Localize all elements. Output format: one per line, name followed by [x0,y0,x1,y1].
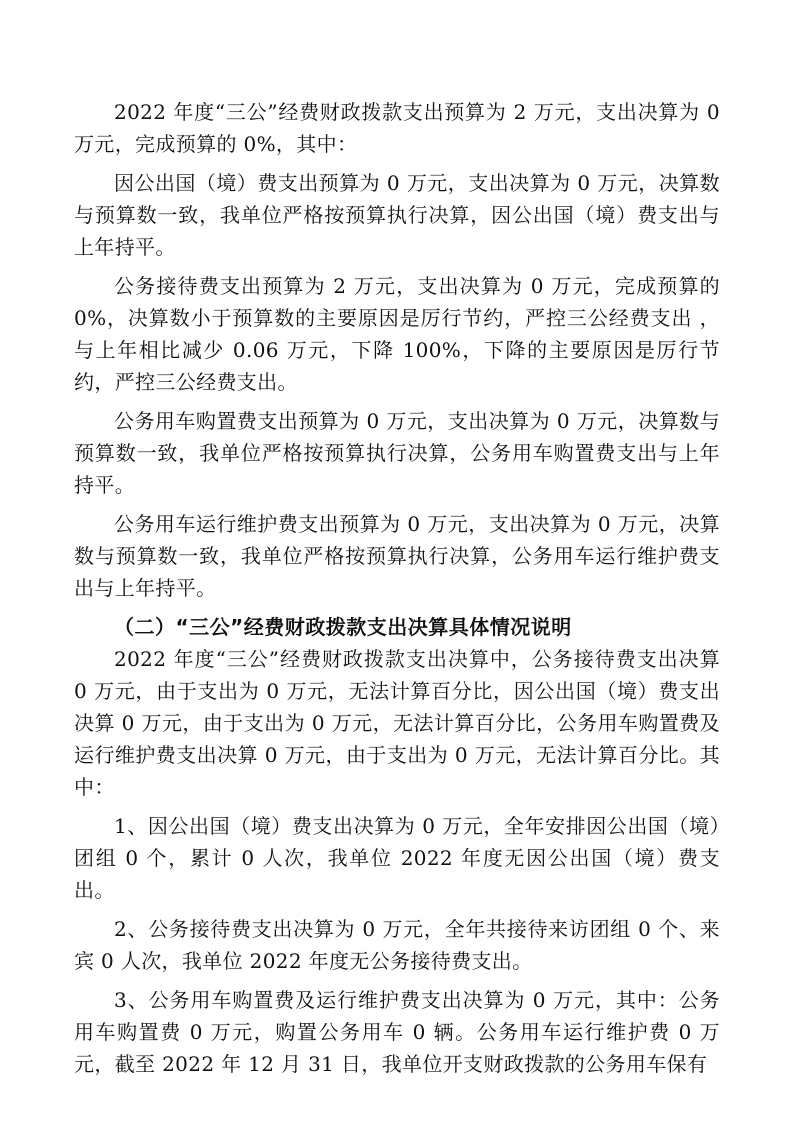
paragraph-item-1: 1、因公出国（境）费支出决算为 0 万元，全年安排因公出国（境）团组 0 个，累计 0 人次，我单位 2022 年度无因公出国（境）费支出。 [74,814,720,902]
paragraph-item-2: 2、公务接待费支出决算为 0 万元，全年共接待来访团组 0 个、来宾 0 人次，我单位 2022 年度无公务接待费支出。 [74,917,720,973]
document-body [74,96,720,1080]
paragraph-vehicle-maintenance: 公务用车运行维护费支出预算为 0 万元，支出决算为 0 万元，决算数与预算数一致，我单位严格按预算执行决算，公务用车运行维护费支出与上年持平。 [74,512,720,600]
paragraph-summary: 2022 年度“三公”经费财政拨款支出预算为 2 万元，支出决算为 0 万元，完成预算的 0%，其中： [74,100,720,156]
section-heading: （二）“三公”经费财政拨款支出决算具体情况说明 [114,615,572,639]
paragraph-item-3: 3、公务用车购置费及运行维护费支出决算为 0 万元，其中：公务用车购置费 0 万元，购置公务用车 0 辆。公务用车运行维护费 0 万元，截至 2022 年 12 月 31 日，我单位开支财政拨款的公务用车保有 [74,988,720,1076]
paragraph-overseas-travel: 因公出国（境）费支出预算为 0 万元，支出决算为 0 万元，决算数与预算数一致，我单位严格按预算执行决算，因公出国（境）费支出与上年持平。 [74,171,720,259]
paragraph-vehicle-purchase: 公务用车购置费支出预算为 0 万元，支出决算为 0 万元，决算数与预算数一致，我单位严格按预算执行决算，公务用车购置费支出与上年持平。 [74,409,720,497]
paragraph-section-summary: 2022 年度“三公”经费财政拨款支出决算中，公务接待费支出决算 0 万元，由于支出为 0 万元，无法计算百分比，因公出国（境）费支出决算 0 万元，由于支出为 0 万元，无法计算百分比，公务用车购置费及运行维护费支出决算 0 万元，由于支出为 0 万元，无法计算百分比。其中： [74,647,720,799]
paragraph-reception: 公务接待费支出预算为 2 万元，支出决算为 0 万元，完成预算的 0%，决算数小于预算数的主要原因是厉行节约，严控三公经费支出 ，与上年相比减少 0.06 万元，下降 100%，下降的主要原因是厉行节约，严控三公经费支出。 [74,274,720,394]
